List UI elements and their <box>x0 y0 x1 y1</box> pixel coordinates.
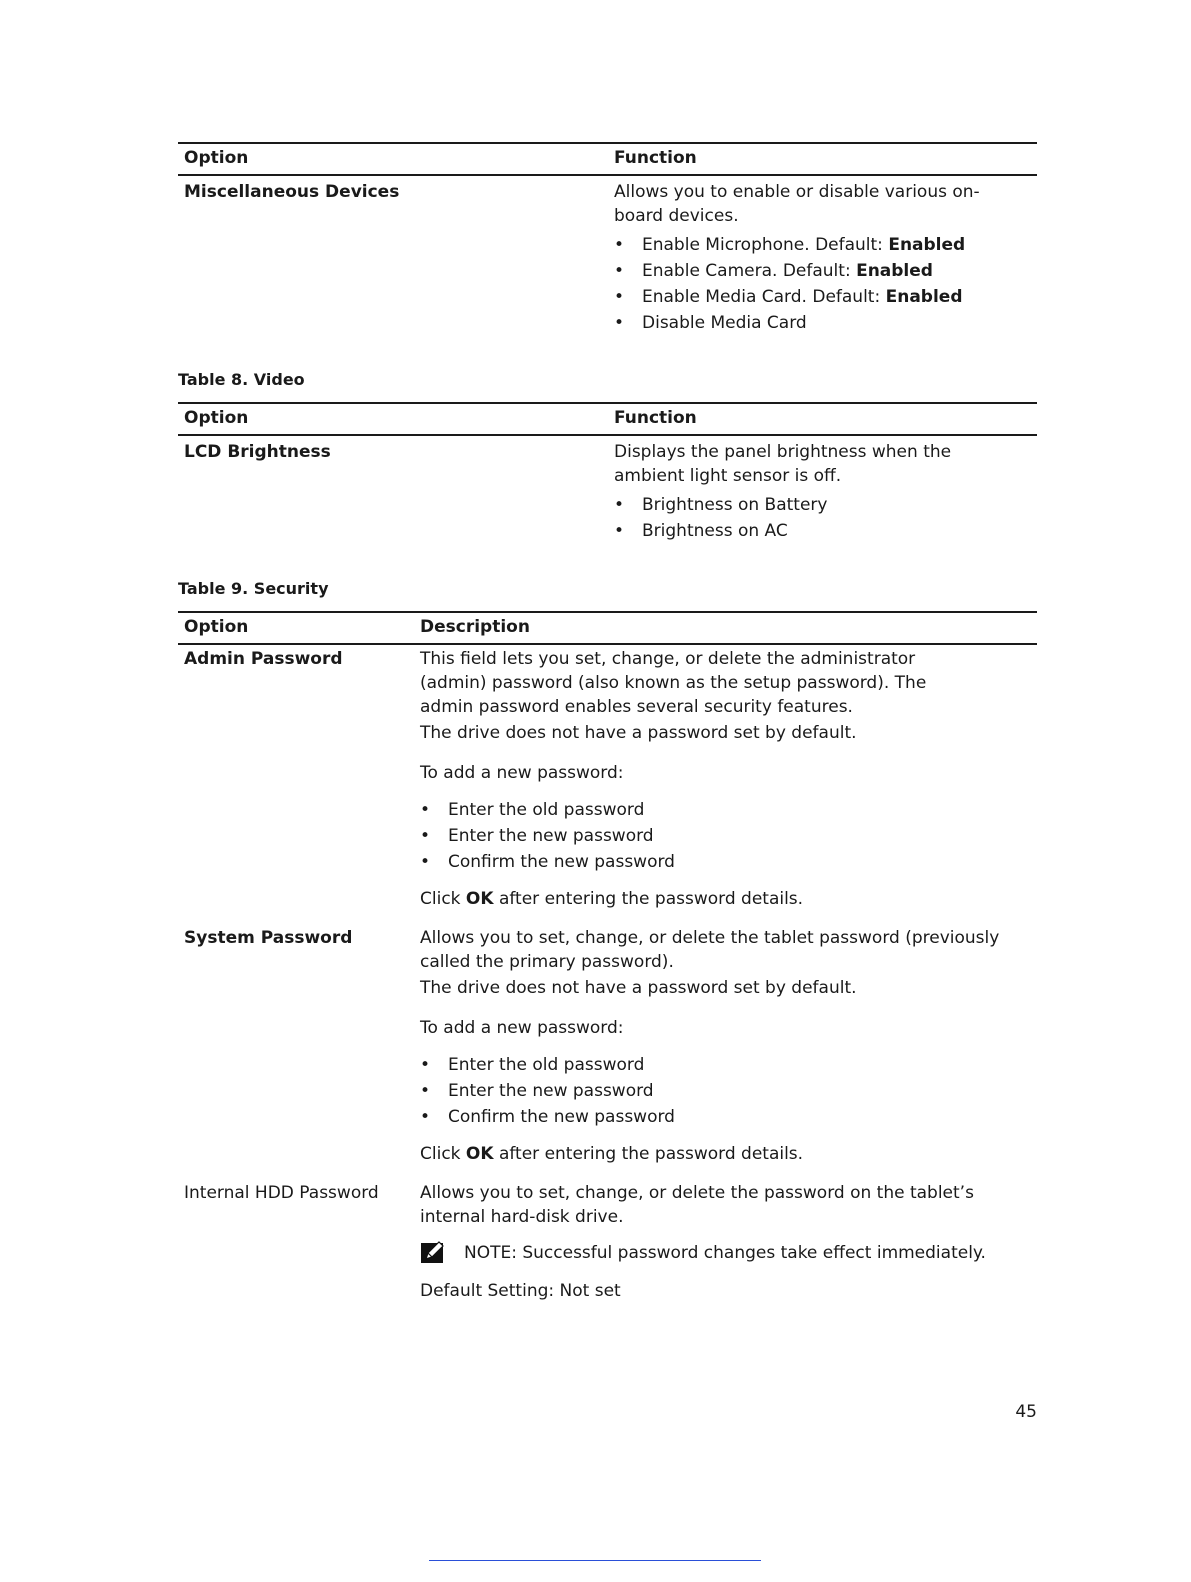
video-description <box>614 440 1024 544</box>
list-item: • Enter the old password <box>420 797 1030 823</box>
misc-description <box>614 180 1024 336</box>
list-item: • Confirm the new password <box>420 1104 1030 1130</box>
list-item: • Enable Camera. Default: Enabled <box>614 258 1024 284</box>
list-item: • Brightness on Battery <box>614 492 1024 518</box>
list-item: • Enter the new password <box>420 823 1030 849</box>
list-item: • Confirm the new password <box>420 849 1030 875</box>
system-add-intro: To add a new password: <box>420 1018 624 1038</box>
misc-table <box>178 142 1037 333</box>
security-table <box>178 611 1037 1301</box>
col-option: Option <box>184 617 249 637</box>
col-option: Option <box>184 148 249 168</box>
option-admin-password: Admin Password <box>184 649 343 669</box>
system-steps <box>420 1052 1030 1130</box>
hdd-desc-text: Allows you to set, change, or delete the password on the tablet’s internal hard-disk drive. <box>420 1183 974 1227</box>
list-item: • Enable Media Card. Default: Enabled <box>614 284 1024 310</box>
list-item: • Brightness on AC <box>614 518 1024 544</box>
pencil-note-icon <box>420 1239 446 1265</box>
system-default-note: The drive does not have a password set by default. <box>420 978 857 998</box>
video-desc-text: Displays the panel brightness when the ambient light sensor is off. <box>614 442 952 486</box>
hdd-default-setting: Default Setting: Not set <box>420 1281 621 1301</box>
note-box <box>420 1241 1030 1265</box>
video-items <box>614 492 1024 544</box>
page-number: 45 <box>1015 1402 1037 1422</box>
admin-add-intro: To add a new password: <box>420 763 624 783</box>
misc-table-header <box>178 142 1037 176</box>
system-click-ok: Click OK after entering the password details. <box>420 1144 804 1164</box>
note-text: Successful password changes take effect immediately. <box>516 1243 986 1263</box>
col-description: Description <box>420 617 530 637</box>
security-table-header <box>178 611 1037 645</box>
video-table-header <box>178 402 1037 436</box>
admin-click-ok: Click OK after entering the password details. <box>420 889 804 909</box>
admin-desc-text: This field lets you set, change, or delete the administrator (admin) password (also known as the setup password). The admin password enables several security features. <box>420 649 927 717</box>
misc-desc-text: Allows you to enable or disable various on-board devices. <box>614 182 980 226</box>
list-item: • Enter the old password <box>420 1052 1030 1078</box>
admin-steps <box>420 797 1030 875</box>
video-table-caption: Table 8. Video <box>178 370 305 389</box>
admin-default-note: The drive does not have a password set by default. <box>420 723 857 743</box>
col-function: Function <box>614 408 697 428</box>
list-item: • Disable Media Card <box>614 310 1024 336</box>
option-misc-devices: Miscellaneous Devices <box>184 182 400 202</box>
note-label: NOTE: <box>464 1243 517 1263</box>
option-lcd-brightness: LCD Brightness <box>184 442 331 462</box>
col-function: Function <box>614 148 697 168</box>
option-system-password: System Password <box>184 928 353 948</box>
footer-divider <box>429 1560 761 1561</box>
system-desc-text: Allows you to set, change, or delete the tablet password (previously called the primary password). <box>420 928 1000 972</box>
list-item: • Enable Microphone. Default: Enabled <box>614 232 1024 258</box>
system-description <box>420 926 1030 1166</box>
misc-items <box>614 232 1024 336</box>
security-table-caption: Table 9. Security <box>178 579 329 598</box>
hdd-description <box>420 1181 1030 1303</box>
video-table <box>178 402 1037 541</box>
col-option: Option <box>184 408 249 428</box>
option-internal-hdd-password: Internal HDD Password <box>184 1183 379 1203</box>
list-item: • Enter the new password <box>420 1078 1030 1104</box>
admin-description <box>420 647 1030 911</box>
